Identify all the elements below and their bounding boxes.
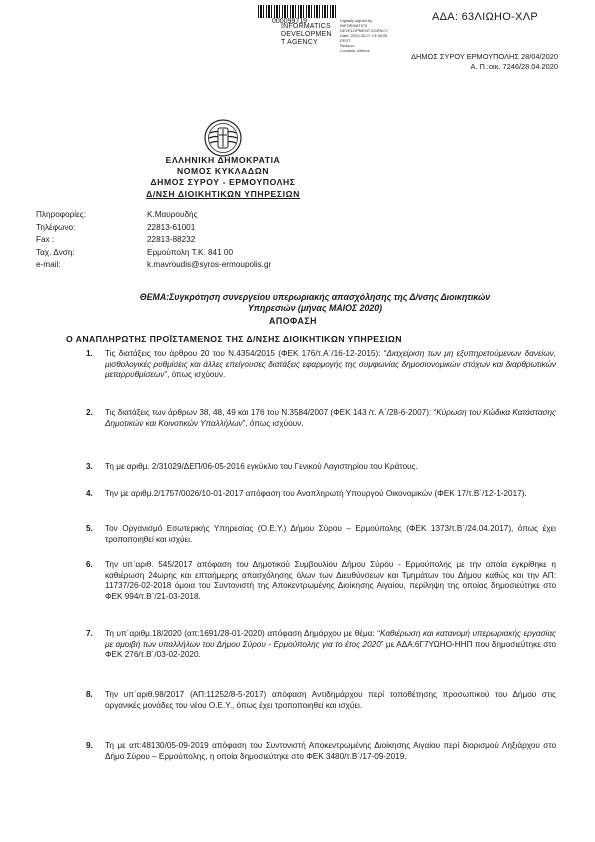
authority-line: ΕΛΛΗΝΙΚΗ ΔΗΜΟΚΡΑΤΙΑ [165, 155, 281, 165]
item-number: 3. [86, 462, 93, 471]
subject [60, 292, 570, 315]
item-text [105, 560, 556, 603]
item-text-part: ” με ΑΔΑ:6Γ7ΥΩΗΟ-ΗΗΠ που δημοσιεύτηκε στο ΦΕΚ 276/τ.Β΄/03-02-2020. [105, 639, 557, 660]
authority-line: ΝΟΜΟΣ ΚΥΚΛΑΔΩΝ [176, 166, 270, 177]
contact-value: 22813-61001 [147, 222, 196, 232]
item-text-part: Την υπ΄αριθ.98/2017 (ΑΠ:11252/8-5-2017) απόφαση Αντιδημάρχου περί τοποθέτησης προσωπικού του Δήμου στις οργανικές μονάδες του νέου Ο.Ε.Υ., όπως έχει τροποποιηθεί και ισχύει. [105, 690, 556, 710]
item-text [105, 690, 556, 711]
issuing-authority [110, 155, 336, 200]
item-text-part: ”, όπως ισχύουν. [242, 418, 304, 428]
contact-label: Ταχ. Δνση: [36, 247, 75, 257]
contact-value: Ερμούπολη Τ.Κ. 841 00 [147, 247, 233, 257]
item-number: 1. [86, 349, 93, 358]
signature-line: DEVELOPMENT AGENCY [340, 28, 388, 33]
digital-signature-details [340, 18, 400, 53]
item-number: 6. [86, 560, 93, 569]
item-number: 9. [86, 741, 93, 750]
contact-label: Τηλέφωνο: [36, 222, 76, 232]
contact-row [36, 248, 271, 261]
item-text [105, 524, 556, 545]
contact-row [36, 260, 271, 273]
item-text-part: Τις διατάξεις των άρθρων 38, 48, 49 και 176 του Ν.3584/2007 (ΦΕΚ 143 /τ. Α΄/28-6-2007): “ [105, 408, 437, 417]
contact-row [36, 223, 271, 236]
item-number: 5. [86, 524, 93, 533]
item-text [105, 741, 556, 762]
item-text [105, 408, 556, 429]
authority-line: ΔΗΜΟΣ ΣΥΡΟΥ - ΕΡΜΟΥΠΟΛΗΣ [150, 177, 296, 188]
signature-line: EEST [340, 38, 351, 43]
signature-line: Reason: [340, 43, 355, 48]
agency-name [281, 23, 332, 46]
subject-line: ΘΕΜΑ:Συγκρότηση συνεργείου υπερωριακής απασχόλησης της Δ/νσης Διοικητικών [139, 292, 491, 302]
item-text-part: Τις διατάξεις του άρθρου 20 του Ν.4354/2015 (ΦΕΚ 176/τ.Α΄/16-12-2015): “ [105, 349, 387, 358]
contact-value: 22813-88232 [147, 235, 196, 245]
barcode-number: 000099719 [272, 18, 308, 25]
contact-email: k.mavroudis@syros-ermoupolis.gr [147, 260, 272, 270]
item-text-part: Τη υπ΄αριθμ.18/2020 (απ:1691/28-01-2020) απόφαση Δημάρχου με θέμα: “ [105, 629, 380, 638]
decision-title: ΑΠΟΦΑΣΗ [268, 316, 318, 326]
agency-line: DEVELOPMEN [281, 30, 332, 38]
subject-line: Υπηρεσιών (μήνας ΜΑΙΟΣ 2020) [247, 303, 383, 314]
signature-line: Date: 2020.05.07 13:38:05 [340, 33, 388, 38]
ada-code: ΑΔΑ: 63ΛΙΩΗΟ-ΧΛΡ [432, 11, 538, 23]
greek-republic-emblem-icon [203, 118, 243, 158]
item-text [105, 349, 556, 381]
contact-label: Fax : [36, 235, 55, 245]
item-text [105, 489, 556, 500]
document-date: ΔΗΜΟΣ ΣΥΡΟΥ ΕΡΜΟΥΠΟΛΗΣ 28/04/2020 [411, 52, 558, 61]
contact-info [36, 210, 271, 273]
item-text [105, 629, 556, 661]
contact-row [36, 235, 271, 248]
signature-line: INFORMATICS [340, 23, 368, 28]
agency-line: T AGENCY [281, 38, 318, 46]
preamble: Ο ΑΝΑΠΛΗΡΩΤΗΣ ΠΡΟΪΣΤΑΜΕΝΟΣ ΤΗΣ Δ/ΝΣΗΣ ΔΙΟΙΚΗΤΙΚΩΝ ΥΠΗΡΕΣΙΩΝ [66, 334, 402, 344]
signature-line: Digitally signed by [340, 18, 373, 23]
item-text-italic: Κύρωση του Κώδικα Κατάστασης Δημοτικών και Κοινοτικών Υπαλλήλων [105, 408, 556, 428]
item-text-part: Την υπ΄αριθ. 545/2017 απόφαση του Δημοτικού Συμβουλίου Δήμου Σύρου - Ερμούπολης με την οποία εγκρίθηκε η καθιέρωση 24ωρης και επταήμερης απασχόλησης όλων των Διευθύνσεων και Τμημάτων του Δήμου καθώς και την ΑΠ: 11737/26-02-2018 όμοια του Συντονιστή της Αποκεντρωμένης Διοίκησης Αιγαίου, περίληψη της οποίας δημοσιεύτηκε στο ΦΕΚ 994/τ.Β΄/21-03-2018. [105, 560, 556, 601]
item-number: 7. [86, 629, 93, 638]
item-text-part: ”, όπως ισχύουν. [164, 370, 226, 380]
item-text [105, 462, 556, 473]
contact-row [36, 210, 271, 223]
signature-line: Location: Athens [340, 48, 370, 53]
item-text-italic: Καθιέρωση και κατανομή υπερωριακής εργασίας με αμοιβή των υπαλλήλων του Δήμου Σύρου - Ερμούπολης για το έτος 2020 [105, 629, 556, 649]
item-text-part: Την με αριθμ.2/1757/0026/10-01-2017 απόφαση του Αναπληρωτή Υπουργού Οικονομικών (ΦΕΚ 17/τ.Β΄/12-1-2017). [105, 489, 527, 498]
item-number: 8. [86, 690, 93, 699]
agency-line: INFORMATICS [281, 23, 331, 30]
item-text-part: Τη με αριθμ. 2/31029/ΔΕΠ/06-05-2016 εγκύκλιο του Γενικού Λογιστηρίου του Κράτους. [105, 462, 418, 471]
authority-directorate: Δ/ΝΣΗ ΔΙΟΙΚΗΤΙΚΩΝ ΥΠΗΡΕΣΙΩΝ [146, 188, 300, 199]
item-text-part: Τη με απ:48130/05-09-2019 απόφαση του Συντονιστή Αποκεντρωμένης Διοίκησης Αιγαίου περί διορισμού Ληξιάρχου στο Δήμο Σύρου – Ερμούπολης, η οποία δημοσιεύτηκε στο ΦΕΚ 3480/τ.Β΄/17-09-2019. [105, 741, 556, 761]
contact-label: e-mail: [36, 260, 61, 270]
item-text-italic: Διαχείριση των μη εξυπηρετούμενων δανείων, μισθολογικές ρυθμίσεις και άλλες επείγουσες διατάξεις εφαρμογής της συμφωνίας δημοσιονομικών στόχων και διαρθρωτικών μεταρρυθμίσεων [105, 349, 556, 380]
contact-label: Πληροφορίες: [36, 210, 86, 219]
contact-value: Κ.Μαυρουδής [147, 210, 198, 219]
item-text-part: Τον Οργανισμό Εσωτερικής Υπηρεσίας (Ο.Ε.Υ.) Δήμου Σύρου – Ερμούπολης (ΦΕΚ 1373/τ.Β΄/24.04.2017), όπως έχει τροποποιηθεί και ισχύει. [105, 524, 556, 544]
protocol-number: Α. Π.:οικ. 7246/28.04.2020 [470, 62, 558, 71]
item-number: 4. [86, 489, 93, 498]
item-number: 2. [86, 408, 93, 417]
